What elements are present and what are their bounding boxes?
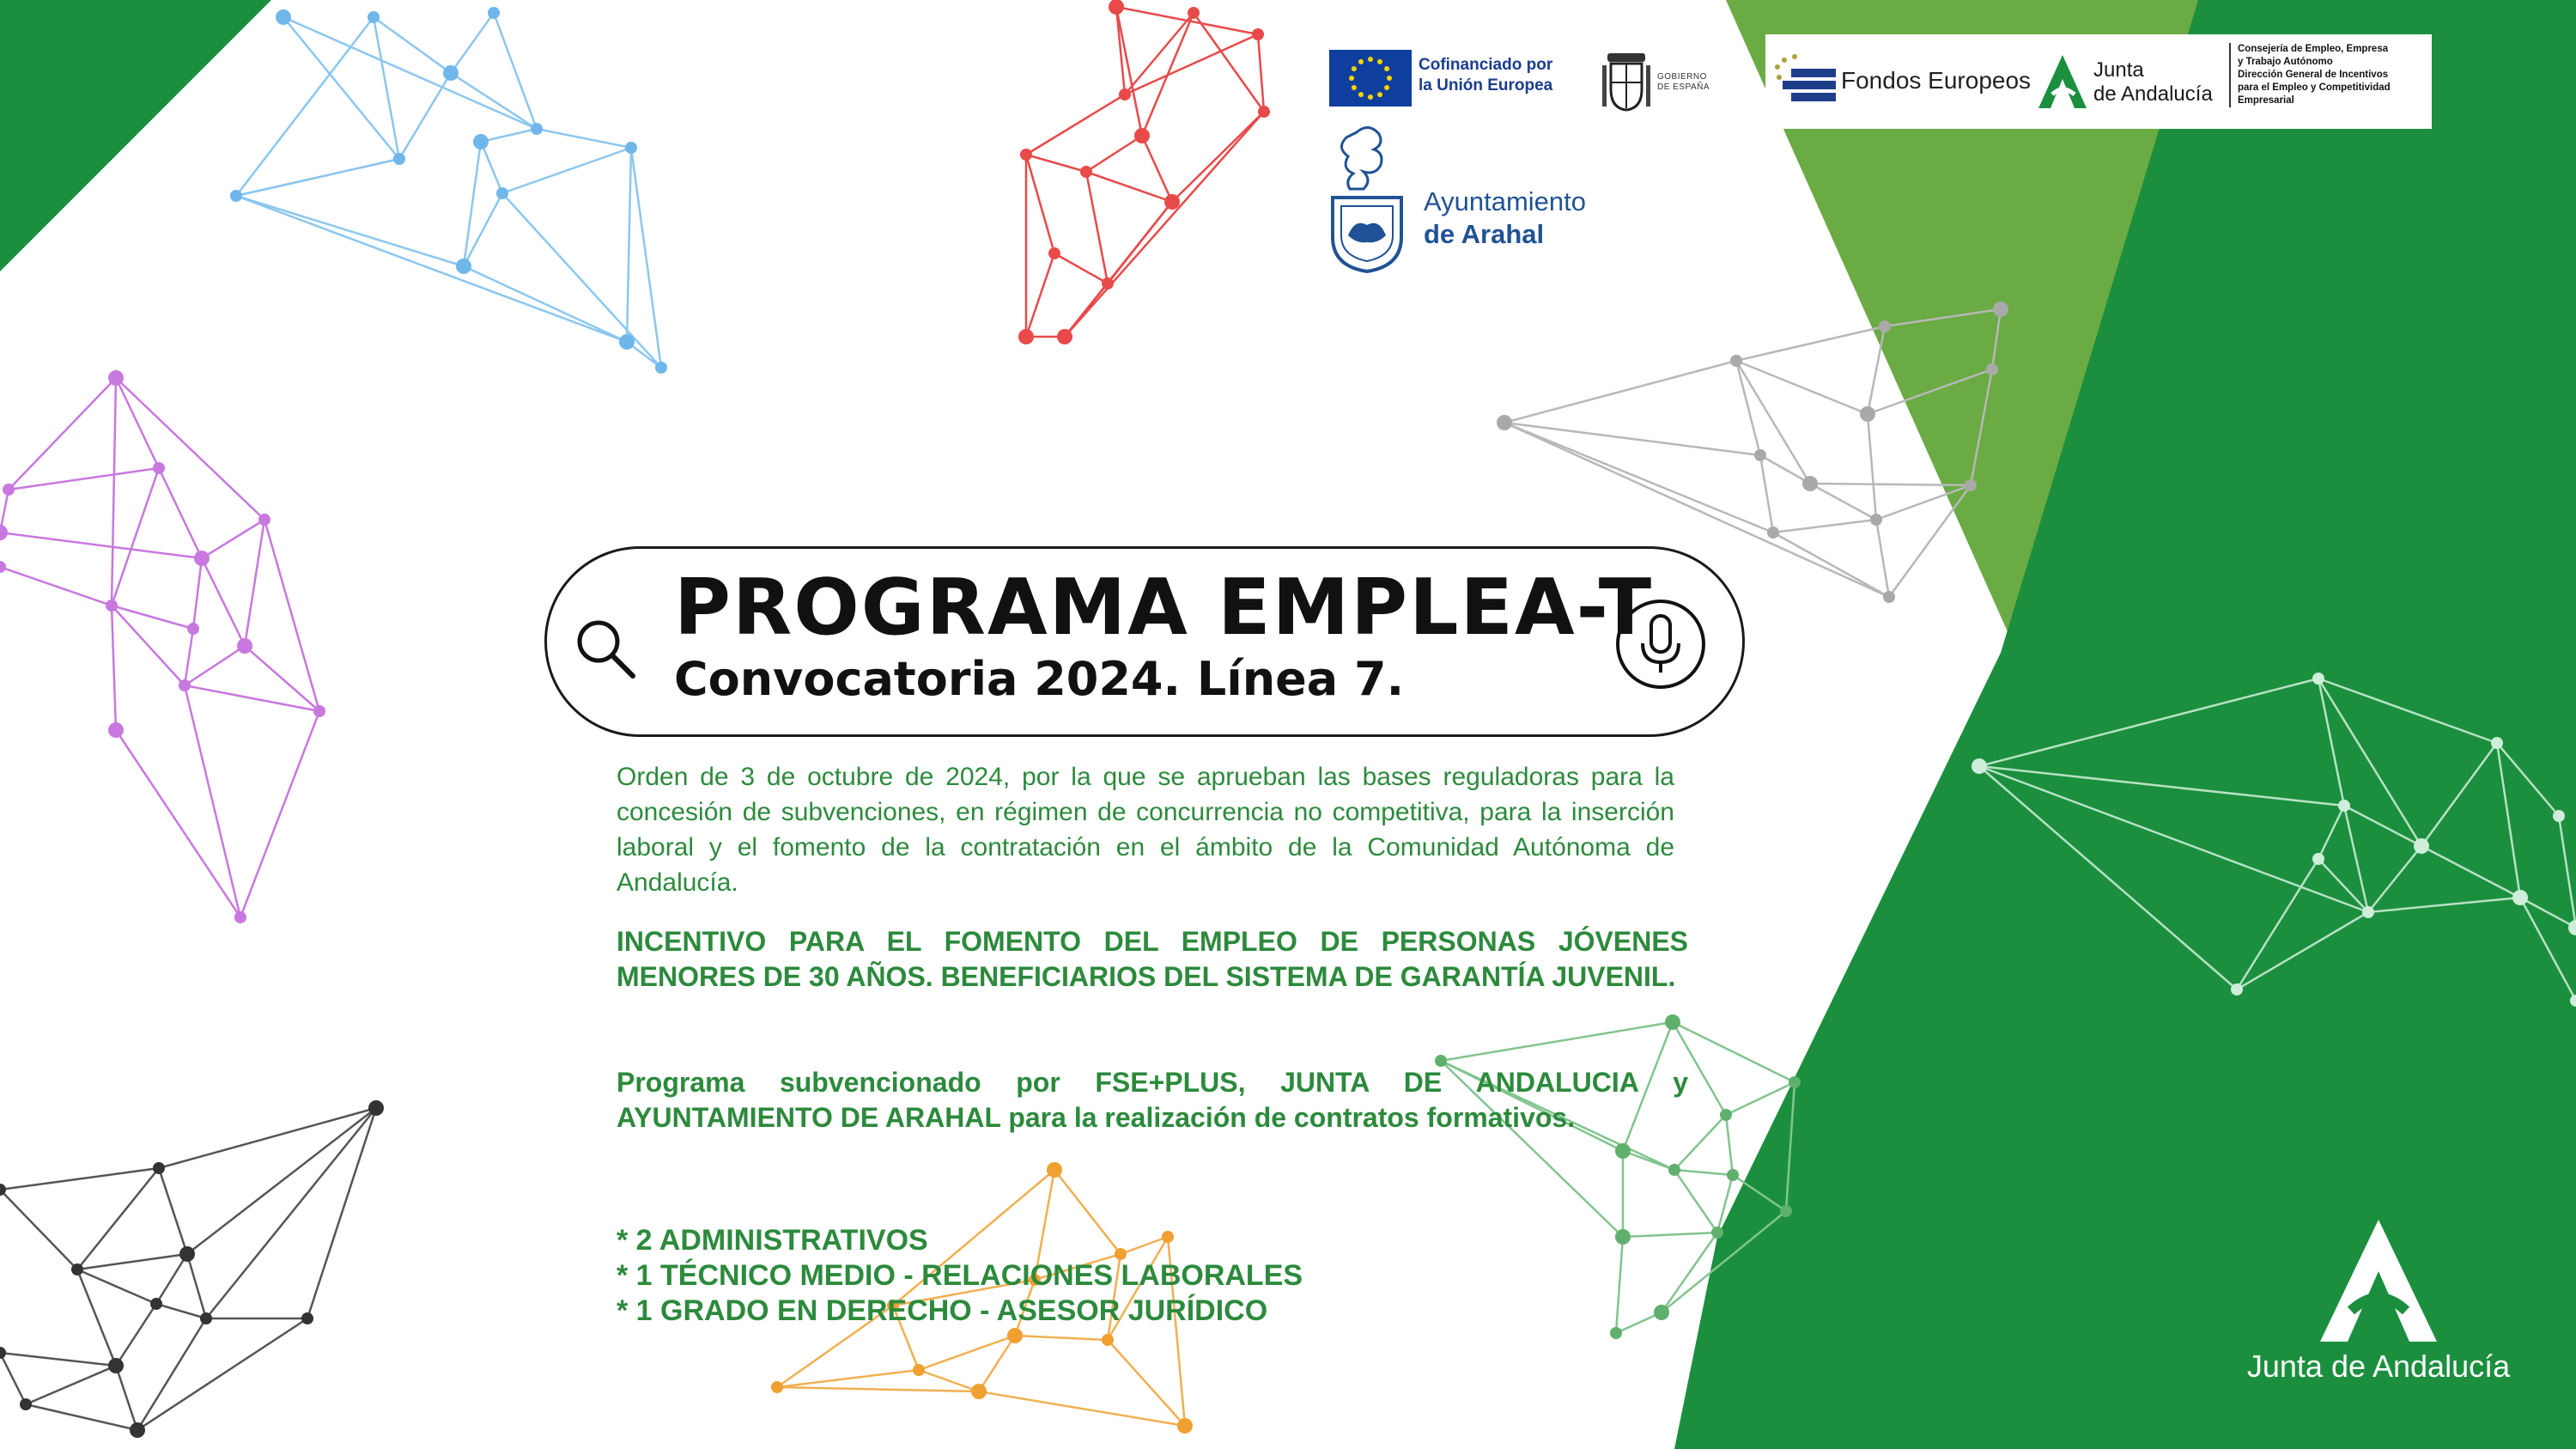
purple-network-node bbox=[108, 722, 124, 738]
grey-network-node bbox=[1754, 449, 1766, 461]
red-network-node bbox=[1109, 0, 1124, 15]
dark-network-edge bbox=[137, 1318, 307, 1430]
blue-network-node bbox=[456, 259, 471, 274]
red-network-edge bbox=[1116, 7, 1142, 136]
arahal-crest-icon bbox=[1329, 124, 1405, 274]
microphone-icon bbox=[1613, 597, 1708, 691]
dark-network-edge bbox=[307, 1108, 376, 1318]
dark-network-edge bbox=[156, 1304, 206, 1318]
purple-network-edge bbox=[245, 646, 319, 711]
red-network-node bbox=[1134, 128, 1150, 143]
grey-network-node bbox=[1883, 591, 1895, 603]
orange-network-node bbox=[1007, 1328, 1023, 1343]
red-network-node bbox=[1252, 28, 1264, 40]
junta-andalucia-footer-logo bbox=[2233, 1218, 2524, 1390]
blue-network-node bbox=[488, 7, 500, 19]
dark-network-node bbox=[0, 1347, 6, 1359]
eu-flag-icon bbox=[1329, 50, 1412, 107]
grey-network-node bbox=[1497, 415, 1512, 430]
purple-network-edge bbox=[202, 558, 245, 646]
white-network-node bbox=[2512, 890, 2528, 905]
green-network-node bbox=[1780, 1205, 1792, 1217]
purple-network-node bbox=[153, 462, 165, 474]
white-network-node bbox=[2414, 838, 2429, 854]
dark-network-edge bbox=[0, 1353, 26, 1404]
green-network-edge bbox=[1726, 1115, 1733, 1175]
green-network-node bbox=[1789, 1076, 1801, 1088]
grey-network-edge bbox=[1876, 520, 1889, 597]
dark-network-node bbox=[20, 1398, 32, 1410]
blue-network-edge bbox=[236, 196, 627, 342]
red-network-edge bbox=[1026, 94, 1125, 155]
purple-network-edge bbox=[112, 606, 116, 730]
purple-network-node bbox=[106, 600, 118, 612]
dark-network-edge bbox=[26, 1366, 116, 1404]
blue-network-node bbox=[473, 134, 489, 149]
dark-network-node bbox=[71, 1263, 83, 1275]
white-network-node bbox=[2231, 983, 2243, 995]
red-network-edge bbox=[1026, 253, 1054, 337]
purple-network-edge bbox=[0, 533, 202, 558]
spain-coat-of-arms-icon bbox=[1602, 50, 1650, 113]
dark-network-edge bbox=[156, 1254, 187, 1304]
purple-network-edge bbox=[116, 378, 264, 520]
purple-network-node bbox=[0, 561, 6, 573]
purple-network-edge bbox=[112, 606, 185, 685]
search-icon bbox=[571, 614, 640, 683]
red-network-node bbox=[1164, 194, 1180, 210]
red-network-node bbox=[1102, 277, 1114, 289]
purple-network-node bbox=[179, 679, 191, 691]
red-network-edge bbox=[1116, 7, 1125, 94]
grey-network-edge bbox=[1760, 455, 1773, 533]
dark-network-edge bbox=[116, 1304, 156, 1366]
purple-network-node bbox=[187, 623, 199, 635]
red-network-node bbox=[1018, 329, 1034, 344]
purple-network-edge bbox=[185, 646, 245, 685]
blue-network-edge bbox=[502, 193, 661, 368]
blue-network-edge bbox=[631, 148, 661, 368]
red-network-edge bbox=[1172, 112, 1264, 202]
dark-network-edge bbox=[187, 1254, 206, 1318]
fondos-europeos-text: Fondos Europeos bbox=[1841, 67, 2032, 94]
dark-network-edge bbox=[116, 1366, 137, 1430]
orange-network-node bbox=[771, 1381, 783, 1393]
white-network-node bbox=[2312, 673, 2324, 685]
list-item: * 2 ADMINISTRATIVOS bbox=[617, 1224, 928, 1257]
junta-line-2: de Andalucía bbox=[2093, 82, 2213, 106]
red-network-edge bbox=[1258, 34, 1264, 112]
blue-network-edge bbox=[451, 73, 537, 129]
orange-network-edge bbox=[1015, 1336, 1108, 1340]
grey-network-edge bbox=[1868, 414, 1876, 520]
top-left-green-triangle bbox=[0, 0, 271, 271]
gobierno-espana-logo bbox=[1602, 50, 1722, 113]
dark-network-edge bbox=[0, 1353, 116, 1366]
white-network-node bbox=[2362, 906, 2374, 918]
grey-network-edge bbox=[1810, 484, 1876, 520]
blue-network-edge bbox=[464, 142, 481, 266]
orange-network-edge bbox=[979, 1336, 1015, 1391]
dark-network-edge bbox=[77, 1168, 159, 1269]
consejeria-line-2: y Trabajo Autónomo bbox=[2238, 57, 2333, 67]
purple-network-edge bbox=[116, 730, 240, 917]
blue-network-node bbox=[496, 187, 508, 199]
grey-network-node bbox=[1802, 476, 1818, 491]
blue-network-edge bbox=[283, 17, 537, 129]
grey-network-edge bbox=[1736, 361, 1868, 414]
consejeria-line-1: Consejería de Empleo, Empresa bbox=[2238, 44, 2389, 54]
grey-network-edge bbox=[1736, 326, 1885, 361]
purple-network-node bbox=[108, 370, 124, 386]
purple-network-node bbox=[313, 705, 325, 717]
purple-network-edge bbox=[245, 520, 264, 646]
consejeria-line-4: para el Empleo y Competitividad bbox=[2238, 82, 2391, 93]
junta-andalucia-text bbox=[2093, 58, 2213, 107]
list-item: * 1 TÉCNICO MEDIO - RELACIONES LABORALES bbox=[617, 1259, 1303, 1292]
blue-network-edge bbox=[451, 13, 494, 73]
red-network-edge bbox=[1086, 172, 1108, 283]
red-network-node bbox=[1020, 149, 1032, 161]
purple-network-edge bbox=[9, 378, 116, 490]
red-network-edge bbox=[1026, 155, 1054, 253]
blue-network-edge bbox=[283, 17, 399, 159]
purple-network-edge bbox=[185, 629, 193, 685]
blue-network-node bbox=[443, 65, 459, 81]
green-network-node bbox=[1720, 1109, 1732, 1121]
footer-junta-text: Junta de Andalucía bbox=[2246, 1349, 2511, 1384]
gobierno-text bbox=[1657, 72, 1710, 93]
fondos-europeos-junta-logo bbox=[1765, 34, 2432, 129]
orange-network-edge bbox=[979, 1391, 1185, 1426]
green-network-node bbox=[1610, 1327, 1622, 1339]
eu-line-1: Cofinanciado por bbox=[1419, 56, 1553, 74]
green-network-node bbox=[1665, 1014, 1680, 1030]
dark-network-node bbox=[130, 1422, 145, 1438]
purple-network-node bbox=[234, 911, 246, 923]
dark-network-edge bbox=[0, 1190, 77, 1269]
blue-network-node bbox=[393, 153, 405, 165]
purple-network-node bbox=[3, 484, 15, 496]
consejeria-line-3: Dirección General de Incentivos bbox=[2238, 70, 2389, 80]
purple-network bbox=[0, 370, 325, 923]
purple-network-edge bbox=[202, 520, 264, 558]
purple-network-node bbox=[258, 514, 270, 526]
grey-network-node bbox=[1993, 301, 2008, 317]
junta-andalucia-icon bbox=[2037, 53, 2088, 110]
grey-network-node bbox=[1860, 406, 1875, 422]
programa-paragraph: Programa subvencionado por FSE+PLUS, JUNTA DE ANDALUCIA y AYUNTAMIENTO DE ARAHAL para la realización de contratos formativos. bbox=[617, 1067, 1688, 1133]
gobierno-line-2: DE ESPAÑA bbox=[1657, 82, 1710, 92]
blue-network-edge bbox=[494, 13, 537, 129]
blue-network-node bbox=[230, 190, 242, 202]
green-network-node bbox=[1727, 1169, 1739, 1181]
dark-network-node bbox=[368, 1100, 384, 1116]
dark-network-edge bbox=[206, 1108, 376, 1318]
grey-network-edge bbox=[1736, 361, 1760, 455]
blue-network-edge bbox=[502, 148, 631, 193]
blue-network-edge bbox=[374, 17, 399, 159]
purple-network-edge bbox=[264, 520, 319, 711]
grey-network-edge bbox=[1504, 361, 1736, 423]
red-network-node bbox=[1080, 166, 1092, 178]
red-network-edge bbox=[1054, 253, 1108, 283]
dark-network-edge bbox=[187, 1108, 376, 1254]
purple-network-edge bbox=[185, 685, 319, 711]
dark-network-edge bbox=[159, 1168, 187, 1254]
puestos-list bbox=[617, 1223, 1733, 1329]
consejeria-text bbox=[2229, 43, 2440, 107]
grey-network-edge bbox=[1736, 361, 1810, 484]
purple-network-edge bbox=[112, 468, 159, 606]
blue-network-node bbox=[368, 11, 380, 23]
list-item: * 1 GRADO EN DERECHO - ASESOR JURÍDICO bbox=[617, 1294, 1268, 1327]
blue-network-edge bbox=[627, 148, 631, 342]
purple-network-edge bbox=[112, 606, 193, 629]
blue-network-node bbox=[619, 334, 635, 350]
blue-network-edge bbox=[481, 129, 537, 142]
grey-network-node bbox=[1879, 320, 1891, 332]
dark-network-node bbox=[108, 1358, 124, 1373]
orange-network-node bbox=[913, 1364, 925, 1376]
grey-network-edge bbox=[1868, 326, 1885, 414]
grey-network-node bbox=[1870, 514, 1882, 526]
blue-network bbox=[230, 7, 667, 374]
orange-network-edge bbox=[919, 1370, 979, 1391]
red-network-node bbox=[1048, 247, 1060, 259]
red-network-node bbox=[1188, 7, 1200, 19]
orange-network-node bbox=[1177, 1418, 1193, 1434]
white-network-node bbox=[2491, 737, 2503, 749]
purple-network-edge bbox=[0, 567, 112, 606]
purple-network-edge bbox=[185, 685, 240, 917]
white-network-node bbox=[2553, 810, 2565, 822]
grey-network-node bbox=[1986, 363, 1998, 375]
green-network-node bbox=[1615, 1143, 1631, 1159]
incentivo-heading: INCENTIVO PARA EL FOMENTO DEL EMPLEO DE PERSONAS JÓVENES MENORES DE 30 AÑOS. BENEFICIARIOS DEL SISTEMA DE GARANTÍA JUVENIL. bbox=[617, 926, 1688, 992]
grey-network-node bbox=[1965, 479, 1977, 491]
ayto-line-2: de Arahal bbox=[1424, 219, 1545, 249]
blue-network-edge bbox=[481, 142, 502, 193]
dark-network-edge bbox=[159, 1108, 376, 1168]
purple-network-edge bbox=[112, 378, 116, 606]
junta-andalucia-large-icon bbox=[2318, 1218, 2439, 1343]
purple-network-node bbox=[194, 551, 210, 566]
purple-network-edge bbox=[116, 378, 159, 468]
eu-cofinanced-logo bbox=[1329, 50, 1587, 110]
page-title: PROGRAMA EMPLEA-T bbox=[674, 563, 1654, 653]
orden-paragraph: Orden de 3 de octubre de 2024, por la que se aprueban las bases reguladoras para la concesión de subvenciones, en régimen de concurrencia no competitiva, para la inserción laboral y el fomento de la contratación en el ámbito de la Comunidad Autónoma de Andalucía. bbox=[617, 763, 1674, 897]
ayuntamiento-arahal-logo bbox=[1329, 124, 1613, 274]
grey-network-edge bbox=[1889, 485, 1971, 597]
ayto-line-1: Ayuntamiento bbox=[1424, 186, 1586, 216]
blue-network-edge bbox=[236, 196, 464, 266]
grey-network-edge bbox=[1773, 520, 1876, 533]
red-network-edge bbox=[1142, 13, 1194, 136]
grey-network-node bbox=[1730, 355, 1742, 367]
green-network-edge bbox=[1441, 1022, 1673, 1061]
grey-network-edge bbox=[1773, 533, 1889, 597]
red-network-edge bbox=[1086, 172, 1172, 202]
red-network-node bbox=[1119, 88, 1131, 100]
red-network-edge bbox=[1125, 34, 1258, 94]
orange-network-node bbox=[971, 1384, 987, 1399]
dark-network-edge bbox=[26, 1404, 137, 1430]
red-network-edge bbox=[1086, 136, 1142, 172]
grey-network-node bbox=[1767, 527, 1779, 539]
consejeria-line-5: Empresarial bbox=[2238, 95, 2294, 106]
green-network-edge bbox=[1674, 1170, 1733, 1175]
white-network-node bbox=[2338, 800, 2350, 812]
white-network-node bbox=[1971, 758, 1987, 774]
dark-network-node bbox=[153, 1162, 165, 1174]
red-network-node bbox=[1258, 106, 1270, 118]
fondos-europeos-icon bbox=[1772, 52, 1841, 113]
blue-network-edge bbox=[374, 17, 451, 73]
dark-network-node bbox=[179, 1246, 195, 1262]
orange-network-node bbox=[1102, 1334, 1114, 1346]
blue-network-node bbox=[276, 9, 291, 25]
red-network-edge bbox=[1026, 155, 1086, 172]
blue-network-edge bbox=[537, 129, 631, 148]
eu-logo-text bbox=[1419, 55, 1590, 96]
dark-network-edge bbox=[0, 1168, 159, 1190]
red-network bbox=[1018, 0, 1270, 344]
orange-network-node bbox=[1047, 1162, 1062, 1178]
dark-network-edge bbox=[77, 1254, 187, 1269]
green-network-node bbox=[1668, 1164, 1680, 1176]
purple-network-edge bbox=[9, 468, 159, 490]
dark-network-node bbox=[150, 1298, 162, 1310]
orange-network-edge bbox=[777, 1387, 979, 1391]
red-network-node bbox=[1057, 329, 1072, 344]
orange-network-edge bbox=[1108, 1340, 1185, 1426]
dark-network bbox=[0, 1100, 384, 1438]
green-network-edge bbox=[1623, 1151, 1674, 1170]
ayuntamiento-text bbox=[1424, 186, 1586, 251]
gobierno-line-1: GOBIERNO bbox=[1657, 72, 1707, 82]
dark-network-edge bbox=[137, 1318, 206, 1430]
search-bar-graphic bbox=[544, 546, 1745, 737]
junta-line-1: Junta bbox=[2093, 58, 2144, 82]
dark-network-node bbox=[301, 1312, 313, 1324]
eu-line-2: la Unión Europea bbox=[1419, 76, 1553, 94]
blue-network-node bbox=[655, 362, 667, 374]
orange-network-edge bbox=[919, 1336, 1015, 1370]
purple-network-edge bbox=[240, 711, 319, 917]
red-network-edge bbox=[1065, 112, 1264, 337]
blue-network-node bbox=[531, 123, 543, 135]
blue-network-edge bbox=[399, 73, 451, 159]
purple-network-edge bbox=[193, 558, 202, 629]
dark-network-node bbox=[200, 1312, 212, 1324]
red-network-edge bbox=[1125, 13, 1194, 94]
purple-network-node bbox=[0, 525, 8, 540]
page-subtitle: Convocatoria 2024. Línea 7. bbox=[674, 652, 1405, 706]
white-network-node bbox=[2312, 853, 2324, 865]
blue-network-node bbox=[625, 142, 637, 154]
purple-network-node bbox=[237, 638, 252, 654]
purple-network-edge bbox=[159, 468, 202, 558]
